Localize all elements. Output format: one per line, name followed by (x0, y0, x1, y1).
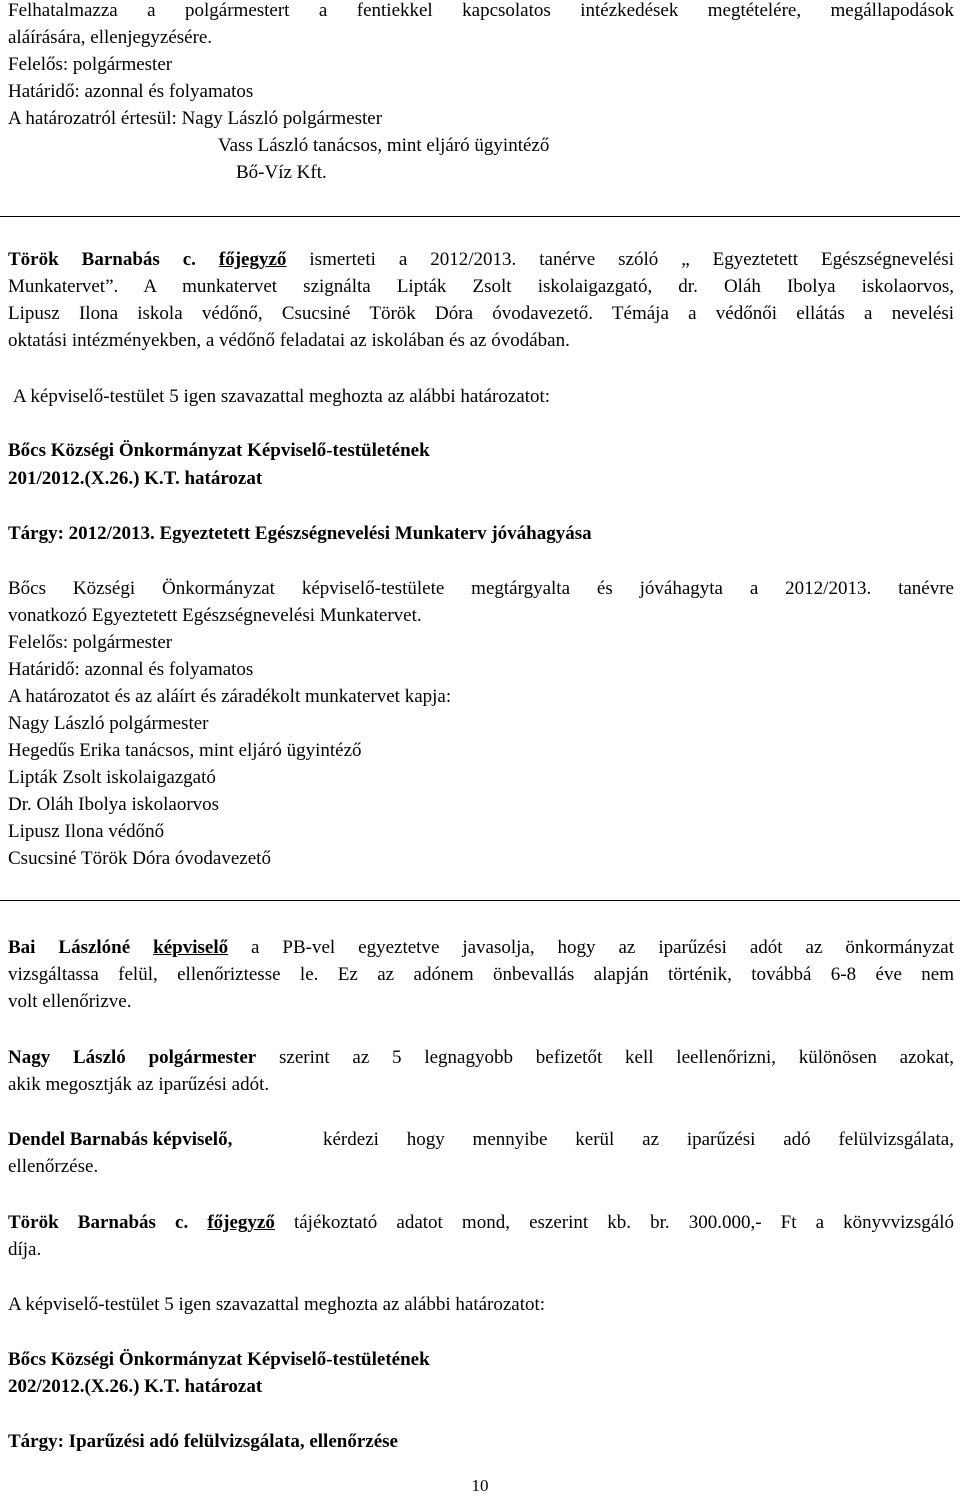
page-number: 10 (471, 1476, 489, 1495)
speaker-name: Bai Lászlóné (8, 937, 154, 958)
ertesul-label: A határozatról értesül: (8, 108, 182, 129)
speaker-title: főjegyző (218, 249, 287, 270)
resolution-number: 201/2012.(X.26.) K.T. határozat (8, 468, 263, 489)
recipient-item: Lipták Zsolt iskolaigazgató (8, 767, 216, 788)
subject-label: Tárgy: 2012/2013. (8, 523, 160, 544)
ertesul-recipient: Bő-Víz Kft. (236, 162, 327, 183)
section-divider (0, 900, 960, 901)
hatarido-line: Határidő: azonnal és folyamatos (8, 81, 254, 102)
recipient-item: Csucsiné Török Dóra óvodavezető (8, 848, 271, 869)
paragraph-line (8, 249, 954, 271)
recipient-item: Hegedűs Erika tanácsos, mint eljáró ügyintéző (8, 740, 362, 761)
paragraph-text: kérdezi hogy mennyibe kerül az iparűzési adó felülvizsgálata, (323, 1129, 954, 1150)
resolution-subject (8, 523, 592, 545)
paragraph-text: tájékoztató adatot mond, eszerint kb. br. 300.000,- Ft a könyvvizsgáló (274, 1212, 954, 1233)
speaker-name-text: Dendel Barnabás képviselő, (8, 1129, 233, 1150)
felelos-line: Felelős: polgármester (8, 54, 173, 75)
speaker-title: főjegyző (207, 1212, 275, 1233)
paragraph-line: vizsgáltassa felül, ellenőriztesse le. Ez az adónem önbevallás alapján történik, továbbá 6-8 éve nem (8, 964, 954, 985)
recipient-item: Nagy László polgármester (8, 713, 209, 734)
resolution-subject: Tárgy: Iparűzési adó felülvizsgálata, ellenőrzése (8, 1431, 398, 1452)
paragraph-line: Munkatervet”. A munkatervet szignálta Lipták Zsolt iskolaigazgató, dr. Oláh Ibolya iskolaorvos, (8, 276, 954, 297)
paragraph-line: díja. (8, 1239, 42, 1260)
paragraph-text: szerint az 5 legnagyobb befizetőt kell leellenőrizni, különösen azokat, (256, 1047, 954, 1068)
section-divider (0, 216, 960, 217)
speaker-title: képviselő (153, 937, 229, 958)
paragraph-line (8, 1047, 954, 1069)
speaker-name: Nagy László polgármester (8, 1047, 257, 1068)
paragraph-line: ellenőrzése. (8, 1156, 99, 1177)
paragraph-line: akik megosztják az iparűzési adót. (8, 1074, 270, 1095)
resolution-number: 202/2012.(X.26.) K.T. határozat (8, 1376, 263, 1397)
paragraph-line: Lipusz Ilona iskola védőnő, Csucsiné Török Dóra óvodavezető. Témája a védőnői ellátás a nevelési (8, 303, 954, 324)
paragraph-line: volt ellenőrizve. (8, 991, 132, 1012)
speaker-name: Török Barnabás c. (8, 1212, 208, 1233)
ertesul-recipient: Vass László tanácsos, mint eljáró ügyintéző (218, 135, 550, 156)
paragraph-line (8, 1212, 954, 1234)
kapja-line: A határozatot és az aláírt és záradékolt munkatervet kapja: (8, 686, 452, 707)
paragraph-line (8, 937, 954, 959)
resolution-heading: Bőcs Községi Önkormányzat Képviselő-testületének (8, 1349, 430, 1370)
vote-line: A képviselő-testület 5 igen szavazattal meghozta az alábbi határozatot: (8, 1294, 546, 1315)
recipient-item: Lipusz Ilona védőnő (8, 821, 165, 842)
paragraph-line: Felhatalmazza a polgármestert a fentiekkel kapcsolatos intézkedések megtételére, megállapodások (8, 0, 954, 21)
paragraph-line: vonatkozó Egyeztetett Egészségnevelési Munkatervet. (8, 605, 422, 626)
speaker-name (8, 1129, 232, 1151)
recipient-item: Dr. Oláh Ibolya iskolaorvos (8, 794, 220, 815)
vote-line: A képviselő-testület 5 igen szavazattal meghozta az alábbi határozatot: (13, 386, 551, 407)
paragraph-line: oktatási intézményekben, a védőnő feladatai az iskolában és az óvodában. (8, 330, 570, 351)
paragraph-text: a PB-vel egyeztetve javasolja, hogy az iparűzési adót az önkormányzat (228, 937, 955, 958)
hatarido-line: Határidő: azonnal és folyamatos (8, 659, 254, 680)
speaker-name: Török Barnabás c. (8, 249, 219, 270)
felelos-line: Felelős: polgármester (8, 632, 173, 653)
paragraph-text: ismerteti a 2012/2013. tanérve szóló „ Egyeztetett Egészségnevelési (286, 249, 954, 270)
paragraph-line: aláírására, ellenjegyzésére. (8, 27, 213, 48)
subject-text: Egyeztetett Egészségnevelési Munkaterv jóváhagyása (159, 523, 592, 544)
ertesul-recipient: Nagy László polgármester (181, 108, 383, 129)
resolution-heading: Bőcs Községi Önkormányzat Képviselő-testületének (8, 440, 430, 461)
paragraph-line: Bőcs Községi Önkormányzat képviselő-testülete megtárgyalta és jóváhagyta a 2012/2013. tanévre (8, 578, 954, 599)
ertesul-line (8, 108, 382, 130)
